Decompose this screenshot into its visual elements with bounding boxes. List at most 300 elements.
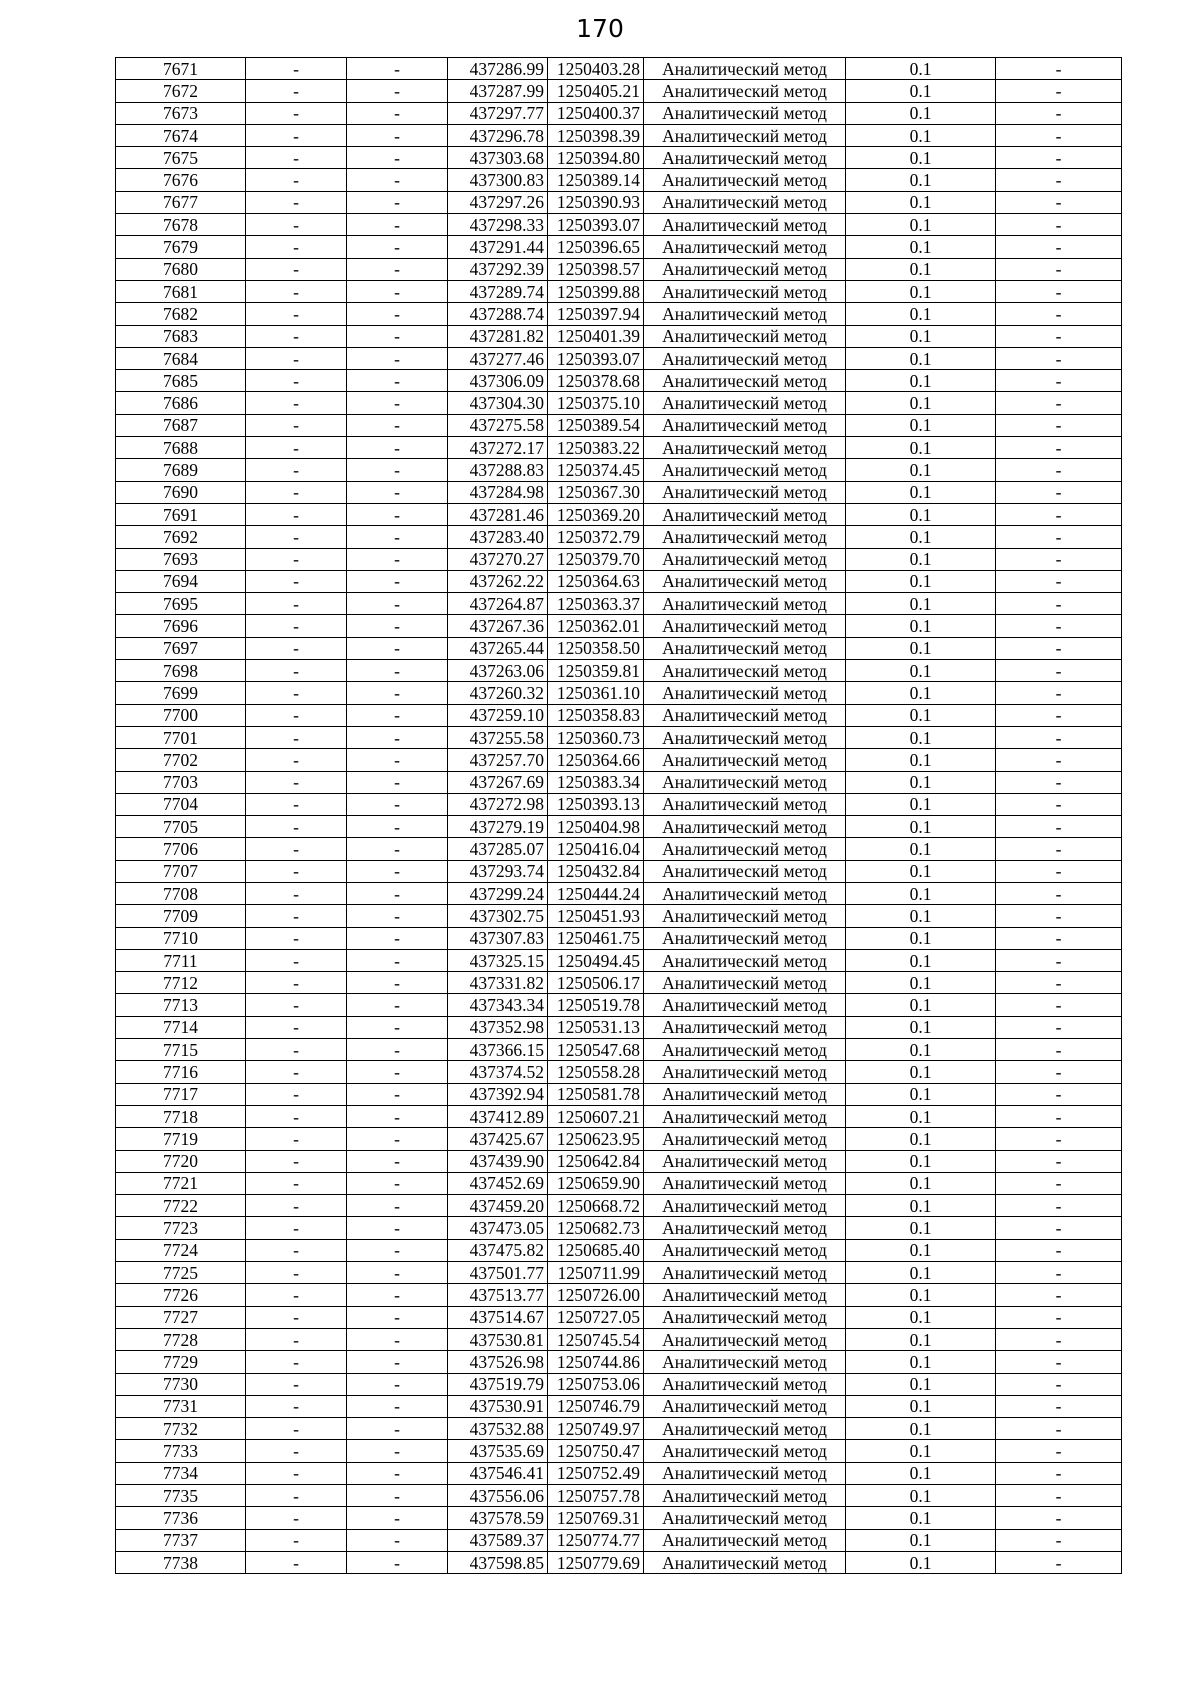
old-y-cell: -	[347, 58, 448, 80]
method-cell: Аналитический метод	[644, 905, 846, 927]
old-x-cell: -	[246, 80, 347, 102]
accuracy-cell: 0.1	[846, 147, 996, 169]
method-cell: Аналитический метод	[644, 593, 846, 615]
x-coordinate-cell: 437513.77	[448, 1284, 548, 1306]
accuracy-cell: 0.1	[846, 838, 996, 860]
old-y-cell: -	[347, 570, 448, 592]
point-number-cell: 7686	[116, 392, 246, 414]
x-coordinate-cell: 437279.19	[448, 816, 548, 838]
method-cell: Аналитический метод	[644, 102, 846, 124]
old-y-cell: -	[347, 860, 448, 882]
point-number-cell: 7733	[116, 1440, 246, 1462]
accuracy-cell: 0.1	[846, 280, 996, 302]
description-cell: -	[996, 1105, 1122, 1127]
point-number-cell: 7729	[116, 1351, 246, 1373]
y-coordinate-cell: 1250558.28	[548, 1061, 644, 1083]
point-number-cell: 7673	[116, 102, 246, 124]
old-x-cell: -	[246, 637, 347, 659]
table-row	[116, 1328, 1122, 1350]
y-coordinate-cell: 1250726.00	[548, 1284, 644, 1306]
old-y-cell: -	[347, 905, 448, 927]
old-x-cell: -	[246, 838, 347, 860]
table-row	[116, 1172, 1122, 1194]
method-cell: Аналитический метод	[644, 1551, 846, 1573]
table-row	[116, 838, 1122, 860]
old-y-cell: -	[347, 793, 448, 815]
description-cell: -	[996, 325, 1122, 347]
accuracy-cell: 0.1	[846, 1083, 996, 1105]
method-cell: Аналитический метод	[644, 1529, 846, 1551]
old-y-cell: -	[347, 660, 448, 682]
description-cell: -	[996, 503, 1122, 525]
x-coordinate-cell: 437267.36	[448, 615, 548, 637]
method-cell: Аналитический метод	[644, 1016, 846, 1038]
table-row	[116, 1016, 1122, 1038]
y-coordinate-cell: 1250378.68	[548, 370, 644, 392]
table-row	[116, 214, 1122, 236]
table-row	[116, 927, 1122, 949]
table-row	[116, 1418, 1122, 1440]
old-x-cell: -	[246, 414, 347, 436]
y-coordinate-cell: 1250769.31	[548, 1507, 644, 1529]
old-y-cell: -	[347, 191, 448, 213]
x-coordinate-cell: 437292.39	[448, 258, 548, 280]
old-x-cell: -	[246, 860, 347, 882]
method-cell: Аналитический метод	[644, 280, 846, 302]
method-cell: Аналитический метод	[644, 214, 846, 236]
x-coordinate-cell: 437307.83	[448, 927, 548, 949]
old-y-cell: -	[347, 704, 448, 726]
y-coordinate-cell: 1250444.24	[548, 882, 644, 904]
accuracy-cell: 0.1	[846, 548, 996, 570]
old-y-cell: -	[347, 102, 448, 124]
y-coordinate-cell: 1250393.13	[548, 793, 644, 815]
point-number-cell: 7725	[116, 1262, 246, 1284]
old-y-cell: -	[347, 414, 448, 436]
accuracy-cell: 0.1	[846, 1150, 996, 1172]
description-cell: -	[996, 214, 1122, 236]
point-number-cell: 7696	[116, 615, 246, 637]
y-coordinate-cell: 1250405.21	[548, 80, 644, 102]
y-coordinate-cell: 1250389.54	[548, 414, 644, 436]
old-y-cell: -	[347, 347, 448, 369]
y-coordinate-cell: 1250359.81	[548, 660, 644, 682]
point-number-cell: 7730	[116, 1373, 246, 1395]
old-x-cell: -	[246, 370, 347, 392]
point-number-cell: 7713	[116, 994, 246, 1016]
point-number-cell: 7681	[116, 280, 246, 302]
table-row	[116, 1373, 1122, 1395]
old-x-cell: -	[246, 972, 347, 994]
old-x-cell: -	[246, 1485, 347, 1507]
old-y-cell: -	[347, 1195, 448, 1217]
method-cell: Аналитический метод	[644, 347, 846, 369]
y-coordinate-cell: 1250397.94	[548, 303, 644, 325]
point-number-cell: 7707	[116, 860, 246, 882]
old-y-cell: -	[347, 1039, 448, 1061]
point-number-cell: 7708	[116, 882, 246, 904]
description-cell: -	[996, 1462, 1122, 1484]
method-cell: Аналитический метод	[644, 169, 846, 191]
old-x-cell: -	[246, 1128, 347, 1150]
old-x-cell: -	[246, 124, 347, 146]
y-coordinate-cell: 1250393.07	[548, 347, 644, 369]
y-coordinate-cell: 1250451.93	[548, 905, 644, 927]
y-coordinate-cell: 1250461.75	[548, 927, 644, 949]
table-row	[116, 1529, 1122, 1551]
x-coordinate-cell: 437530.81	[448, 1328, 548, 1350]
table-row	[116, 994, 1122, 1016]
y-coordinate-cell: 1250659.90	[548, 1172, 644, 1194]
description-cell: -	[996, 548, 1122, 570]
old-x-cell: -	[246, 1172, 347, 1194]
old-x-cell: -	[246, 347, 347, 369]
accuracy-cell: 0.1	[846, 1373, 996, 1395]
y-coordinate-cell: 1250749.97	[548, 1418, 644, 1440]
accuracy-cell: 0.1	[846, 816, 996, 838]
point-number-cell: 7672	[116, 80, 246, 102]
accuracy-cell: 0.1	[846, 994, 996, 1016]
y-coordinate-cell: 1250779.69	[548, 1551, 644, 1573]
table-row	[116, 347, 1122, 369]
point-number-cell: 7718	[116, 1105, 246, 1127]
method-cell: Аналитический метод	[644, 838, 846, 860]
x-coordinate-cell: 437352.98	[448, 1016, 548, 1038]
method-cell: Аналитический метод	[644, 726, 846, 748]
table-row	[116, 593, 1122, 615]
method-cell: Аналитический метод	[644, 860, 846, 882]
method-cell: Аналитический метод	[644, 682, 846, 704]
table-row	[116, 1551, 1122, 1573]
table-row	[116, 660, 1122, 682]
accuracy-cell: 0.1	[846, 749, 996, 771]
y-coordinate-cell: 1250358.83	[548, 704, 644, 726]
y-coordinate-cell: 1250390.93	[548, 191, 644, 213]
description-cell: -	[996, 927, 1122, 949]
old-y-cell: -	[347, 1128, 448, 1150]
method-cell: Аналитический метод	[644, 816, 846, 838]
method-cell: Аналитический метод	[644, 481, 846, 503]
point-number-cell: 7714	[116, 1016, 246, 1038]
y-coordinate-cell: 1250403.28	[548, 58, 644, 80]
old-y-cell: -	[347, 1328, 448, 1350]
table-row	[116, 1440, 1122, 1462]
method-cell: Аналитический метод	[644, 1150, 846, 1172]
old-y-cell: -	[347, 1239, 448, 1261]
old-x-cell: -	[246, 704, 347, 726]
accuracy-cell: 0.1	[846, 1039, 996, 1061]
accuracy-cell: 0.1	[846, 437, 996, 459]
accuracy-cell: 0.1	[846, 191, 996, 213]
old-y-cell: -	[347, 370, 448, 392]
old-y-cell: -	[347, 1016, 448, 1038]
old-y-cell: -	[347, 1217, 448, 1239]
point-number-cell: 7675	[116, 147, 246, 169]
accuracy-cell: 0.1	[846, 214, 996, 236]
x-coordinate-cell: 437300.83	[448, 169, 548, 191]
table-row	[116, 1039, 1122, 1061]
point-number-cell: 7680	[116, 258, 246, 280]
accuracy-cell: 0.1	[846, 682, 996, 704]
accuracy-cell: 0.1	[846, 570, 996, 592]
old-x-cell: -	[246, 548, 347, 570]
accuracy-cell: 0.1	[846, 949, 996, 971]
point-number-cell: 7721	[116, 1172, 246, 1194]
old-y-cell: -	[347, 994, 448, 1016]
old-x-cell: -	[246, 1507, 347, 1529]
old-y-cell: -	[347, 280, 448, 302]
method-cell: Аналитический метод	[644, 191, 846, 213]
point-number-cell: 7726	[116, 1284, 246, 1306]
description-cell: -	[996, 1507, 1122, 1529]
x-coordinate-cell: 437291.44	[448, 236, 548, 258]
old-y-cell: -	[347, 392, 448, 414]
method-cell: Аналитический метод	[644, 704, 846, 726]
old-y-cell: -	[347, 1462, 448, 1484]
old-y-cell: -	[347, 682, 448, 704]
old-x-cell: -	[246, 236, 347, 258]
x-coordinate-cell: 437267.69	[448, 771, 548, 793]
old-x-cell: -	[246, 994, 347, 1016]
point-number-cell: 7723	[116, 1217, 246, 1239]
description-cell: -	[996, 771, 1122, 793]
method-cell: Аналитический метод	[644, 1418, 846, 1440]
table-row	[116, 80, 1122, 102]
old-x-cell: -	[246, 258, 347, 280]
table-row	[116, 771, 1122, 793]
method-cell: Аналитический метод	[644, 927, 846, 949]
point-number-cell: 7674	[116, 124, 246, 146]
table-row	[116, 280, 1122, 302]
old-x-cell: -	[246, 459, 347, 481]
point-number-cell: 7709	[116, 905, 246, 927]
x-coordinate-cell: 437519.79	[448, 1373, 548, 1395]
table-row	[116, 437, 1122, 459]
accuracy-cell: 0.1	[846, 169, 996, 191]
description-cell: -	[996, 58, 1122, 80]
y-coordinate-cell: 1250374.45	[548, 459, 644, 481]
y-coordinate-cell: 1250531.13	[548, 1016, 644, 1038]
y-coordinate-cell: 1250404.98	[548, 816, 644, 838]
description-cell: -	[996, 1418, 1122, 1440]
old-y-cell: -	[347, 1507, 448, 1529]
table-row	[116, 325, 1122, 347]
y-coordinate-cell: 1250358.50	[548, 637, 644, 659]
point-number-cell: 7682	[116, 303, 246, 325]
y-coordinate-cell: 1250753.06	[548, 1373, 644, 1395]
x-coordinate-cell: 437297.26	[448, 191, 548, 213]
old-y-cell: -	[347, 1551, 448, 1573]
accuracy-cell: 0.1	[846, 704, 996, 726]
old-x-cell: -	[246, 1395, 347, 1417]
description-cell: -	[996, 726, 1122, 748]
point-number-cell: 7722	[116, 1195, 246, 1217]
accuracy-cell: 0.1	[846, 927, 996, 949]
description-cell: -	[996, 660, 1122, 682]
old-x-cell: -	[246, 793, 347, 815]
description-cell: -	[996, 437, 1122, 459]
y-coordinate-cell: 1250745.54	[548, 1328, 644, 1350]
point-number-cell: 7687	[116, 414, 246, 436]
table-row	[116, 303, 1122, 325]
x-coordinate-cell: 437285.07	[448, 838, 548, 860]
accuracy-cell: 0.1	[846, 1462, 996, 1484]
old-y-cell: -	[347, 1061, 448, 1083]
description-cell: -	[996, 1061, 1122, 1083]
point-number-cell: 7688	[116, 437, 246, 459]
method-cell: Аналитический метод	[644, 749, 846, 771]
method-cell: Аналитический метод	[644, 459, 846, 481]
y-coordinate-cell: 1250367.30	[548, 481, 644, 503]
old-y-cell: -	[347, 236, 448, 258]
y-coordinate-cell: 1250623.95	[548, 1128, 644, 1150]
y-coordinate-cell: 1250744.86	[548, 1351, 644, 1373]
old-x-cell: -	[246, 1217, 347, 1239]
x-coordinate-cell: 437366.15	[448, 1039, 548, 1061]
description-cell: -	[996, 882, 1122, 904]
accuracy-cell: 0.1	[846, 882, 996, 904]
description-cell: -	[996, 972, 1122, 994]
old-x-cell: -	[246, 1551, 347, 1573]
accuracy-cell: 0.1	[846, 1195, 996, 1217]
x-coordinate-cell: 437331.82	[448, 972, 548, 994]
x-coordinate-cell: 437283.40	[448, 526, 548, 548]
y-coordinate-cell: 1250383.34	[548, 771, 644, 793]
x-coordinate-cell: 437532.88	[448, 1418, 548, 1440]
accuracy-cell: 0.1	[846, 526, 996, 548]
old-x-cell: -	[246, 927, 347, 949]
old-x-cell: -	[246, 1105, 347, 1127]
description-cell: -	[996, 280, 1122, 302]
x-coordinate-cell: 437259.10	[448, 704, 548, 726]
table-row	[116, 236, 1122, 258]
x-coordinate-cell: 437288.74	[448, 303, 548, 325]
accuracy-cell: 0.1	[846, 1217, 996, 1239]
old-y-cell: -	[347, 1150, 448, 1172]
method-cell: Аналитический метод	[644, 1217, 846, 1239]
x-coordinate-cell: 437297.77	[448, 102, 548, 124]
description-cell: -	[996, 303, 1122, 325]
table-row	[116, 414, 1122, 436]
x-coordinate-cell: 437265.44	[448, 637, 548, 659]
old-x-cell: -	[246, 169, 347, 191]
accuracy-cell: 0.1	[846, 860, 996, 882]
description-cell: -	[996, 191, 1122, 213]
method-cell: Аналитический метод	[644, 325, 846, 347]
y-coordinate-cell: 1250746.79	[548, 1395, 644, 1417]
point-number-cell: 7719	[116, 1128, 246, 1150]
y-coordinate-cell: 1250682.73	[548, 1217, 644, 1239]
method-cell: Аналитический метод	[644, 994, 846, 1016]
description-cell: -	[996, 414, 1122, 436]
x-coordinate-cell: 437260.32	[448, 682, 548, 704]
point-number-cell: 7699	[116, 682, 246, 704]
table-body	[116, 58, 1122, 1574]
point-number-cell: 7727	[116, 1306, 246, 1328]
accuracy-cell: 0.1	[846, 236, 996, 258]
y-coordinate-cell: 1250398.57	[548, 258, 644, 280]
accuracy-cell: 0.1	[846, 1105, 996, 1127]
x-coordinate-cell: 437302.75	[448, 905, 548, 927]
description-cell: -	[996, 124, 1122, 146]
old-x-cell: -	[246, 771, 347, 793]
old-x-cell: -	[246, 1440, 347, 1462]
x-coordinate-cell: 437264.87	[448, 593, 548, 615]
accuracy-cell: 0.1	[846, 392, 996, 414]
description-cell: -	[996, 1217, 1122, 1239]
y-coordinate-cell: 1250494.45	[548, 949, 644, 971]
y-coordinate-cell: 1250752.49	[548, 1462, 644, 1484]
old-y-cell: -	[347, 325, 448, 347]
old-x-cell: -	[246, 615, 347, 637]
accuracy-cell: 0.1	[846, 503, 996, 525]
old-x-cell: -	[246, 147, 347, 169]
accuracy-cell: 0.1	[846, 303, 996, 325]
point-number-cell: 7705	[116, 816, 246, 838]
old-y-cell: -	[347, 1373, 448, 1395]
accuracy-cell: 0.1	[846, 102, 996, 124]
point-number-cell: 7691	[116, 503, 246, 525]
old-y-cell: -	[347, 1172, 448, 1194]
accuracy-cell: 0.1	[846, 726, 996, 748]
old-x-cell: -	[246, 816, 347, 838]
method-cell: Аналитический метод	[644, 1172, 846, 1194]
point-number-cell: 7676	[116, 169, 246, 191]
point-number-cell: 7700	[116, 704, 246, 726]
table-row	[116, 1262, 1122, 1284]
y-coordinate-cell: 1250361.10	[548, 682, 644, 704]
old-x-cell: -	[246, 303, 347, 325]
old-y-cell: -	[347, 1395, 448, 1417]
accuracy-cell: 0.1	[846, 481, 996, 503]
y-coordinate-cell: 1250642.84	[548, 1150, 644, 1172]
method-cell: Аналитический метод	[644, 1083, 846, 1105]
table-row	[116, 1284, 1122, 1306]
x-coordinate-cell: 437293.74	[448, 860, 548, 882]
y-coordinate-cell: 1250372.79	[548, 526, 644, 548]
table-row	[116, 615, 1122, 637]
old-y-cell: -	[347, 593, 448, 615]
method-cell: Аналитический метод	[644, 1507, 846, 1529]
accuracy-cell: 0.1	[846, 1351, 996, 1373]
method-cell: Аналитический метод	[644, 972, 846, 994]
method-cell: Аналитический метод	[644, 1373, 846, 1395]
accuracy-cell: 0.1	[846, 1016, 996, 1038]
description-cell: -	[996, 793, 1122, 815]
point-number-cell: 7731	[116, 1395, 246, 1417]
accuracy-cell: 0.1	[846, 347, 996, 369]
x-coordinate-cell: 437299.24	[448, 882, 548, 904]
description-cell: -	[996, 392, 1122, 414]
table-row	[116, 526, 1122, 548]
method-cell: Аналитический метод	[644, 147, 846, 169]
description-cell: -	[996, 593, 1122, 615]
method-cell: Аналитический метод	[644, 660, 846, 682]
table-row	[116, 972, 1122, 994]
description-cell: -	[996, 704, 1122, 726]
accuracy-cell: 0.1	[846, 1128, 996, 1150]
point-number-cell: 7684	[116, 347, 246, 369]
table-row	[116, 682, 1122, 704]
description-cell: -	[996, 749, 1122, 771]
table-row	[116, 1351, 1122, 1373]
description-cell: -	[996, 80, 1122, 102]
old-y-cell: -	[347, 169, 448, 191]
x-coordinate-cell: 437304.30	[448, 392, 548, 414]
accuracy-cell: 0.1	[846, 972, 996, 994]
point-number-cell: 7693	[116, 548, 246, 570]
y-coordinate-cell: 1250750.47	[548, 1440, 644, 1462]
